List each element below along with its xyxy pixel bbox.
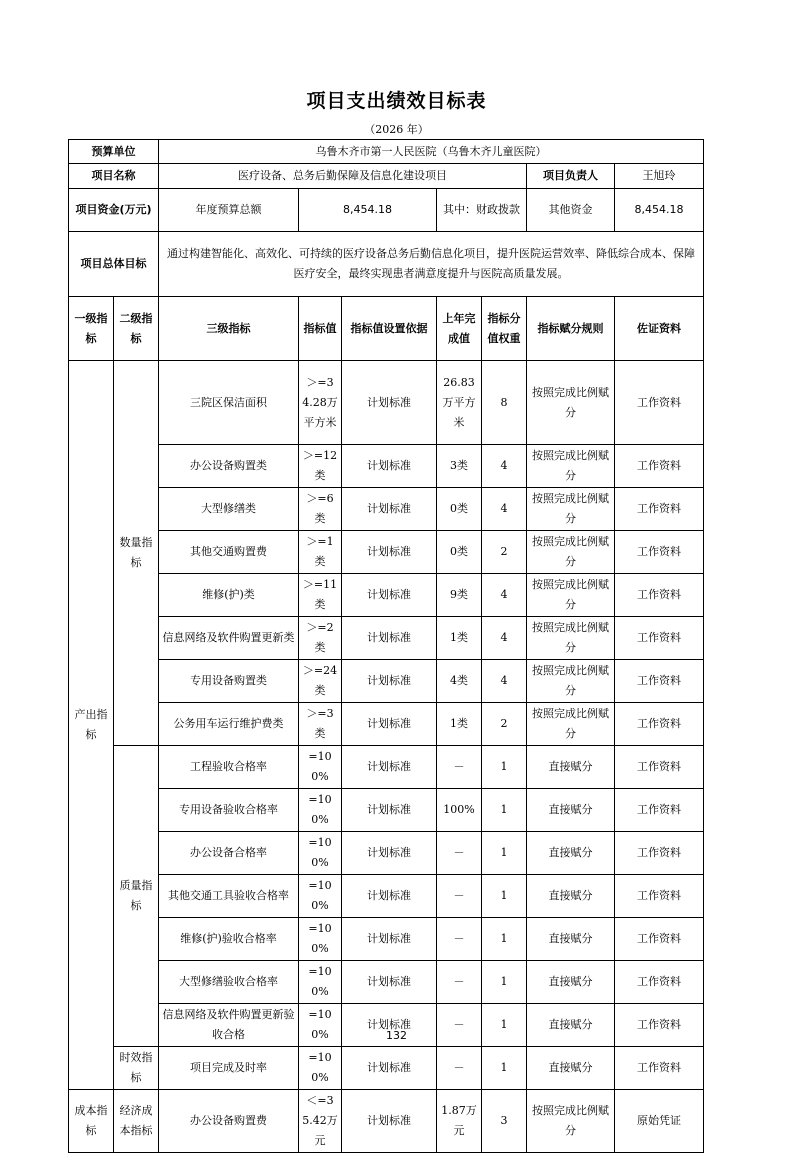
indicator-name: 办公设备购置费 xyxy=(159,1090,299,1153)
indicator-rule: 直接赋分 xyxy=(527,918,615,961)
indicator-last-year: 9类 xyxy=(437,574,482,617)
project-leader-value: 王旭玲 xyxy=(615,164,704,189)
page-title: 项目支出绩效目标表 xyxy=(306,90,487,112)
table-row xyxy=(69,445,704,488)
indicator-weight: 4 xyxy=(482,488,527,531)
indicator-weight: 1 xyxy=(482,961,527,1004)
column-header-row xyxy=(69,297,704,361)
indicator-weight: 4 xyxy=(482,574,527,617)
indicator-basis: 计划标准 xyxy=(342,918,437,961)
indicator-weight: 8 xyxy=(482,361,527,445)
indicator-value: =100% xyxy=(299,832,342,875)
indicator-weight: 1 xyxy=(482,875,527,918)
table-row xyxy=(69,1090,704,1153)
table-row xyxy=(69,918,704,961)
indicator-last-year: － xyxy=(437,1047,482,1090)
indicator-basis: 计划标准 xyxy=(342,961,437,1004)
indicator-evidence: 工作资料 xyxy=(615,617,704,660)
col-value: 指标值 xyxy=(299,297,342,361)
quality-indicator-group: 质量指标 xyxy=(114,746,159,1047)
indicator-basis: 计划标准 xyxy=(342,1090,437,1153)
year-label: （2026 年） xyxy=(364,123,429,136)
indicator-basis: 计划标准 xyxy=(342,617,437,660)
quantity-indicator-group: 数量指标 xyxy=(114,361,159,746)
indicator-value: =100% xyxy=(299,918,342,961)
col-level3: 三级指标 xyxy=(159,297,299,361)
indicator-value: ＜=35.42万元 xyxy=(299,1090,342,1153)
col-level2: 二级指标 xyxy=(114,297,159,361)
other-funds-value: 8,454.18 xyxy=(615,189,704,232)
indicator-value: ＞=11类 xyxy=(299,574,342,617)
indicator-name: 信息网络及软件购置更新验收合格 xyxy=(159,1004,299,1047)
indicator-evidence: 原始凭证 xyxy=(615,1090,704,1153)
table-row xyxy=(69,488,704,531)
indicator-rule: 按照完成比例赋分 xyxy=(527,361,615,445)
indicator-evidence: 工作资料 xyxy=(615,961,704,1004)
table-row xyxy=(69,574,704,617)
indicator-last-year: － xyxy=(437,832,482,875)
indicator-name: 三院区保洁面积 xyxy=(159,361,299,445)
budget-unit-row xyxy=(69,140,704,164)
indicator-value: =100% xyxy=(299,961,342,1004)
indicator-rule: 按照完成比例赋分 xyxy=(527,574,615,617)
indicator-weight: 4 xyxy=(482,445,527,488)
table-row xyxy=(69,617,704,660)
col-last-year: 上年完成值 xyxy=(437,297,482,361)
indicator-evidence: 工作资料 xyxy=(615,832,704,875)
indicator-value: ＞=34.28万平方米 xyxy=(299,361,342,445)
indicator-value: =100% xyxy=(299,1047,342,1090)
indicator-evidence: 工作资料 xyxy=(615,918,704,961)
fiscal-label: 其中：财政拨款 xyxy=(437,189,527,232)
indicator-value: ＞=6类 xyxy=(299,488,342,531)
page-number: 132 xyxy=(386,1029,407,1042)
goal-label: 项目总体目标 xyxy=(69,232,159,297)
table-row xyxy=(69,789,704,832)
indicator-name: 其他交通购置费 xyxy=(159,531,299,574)
indicator-name: 公务用车运行维护费类 xyxy=(159,703,299,746)
indicator-name: 办公设备合格率 xyxy=(159,832,299,875)
indicator-last-year: 26.83万平方米 xyxy=(437,361,482,445)
indicator-basis: 计划标准 xyxy=(342,660,437,703)
table-row xyxy=(69,361,704,445)
indicator-weight: 1 xyxy=(482,832,527,875)
cost-indicator-group: 成本指标 xyxy=(69,1090,114,1153)
indicator-last-year: 1.87万元 xyxy=(437,1090,482,1153)
project-name-row xyxy=(69,164,704,189)
indicator-weight: 4 xyxy=(482,660,527,703)
indicator-value: =100% xyxy=(299,1004,342,1047)
indicator-basis: 计划标准 xyxy=(342,789,437,832)
indicator-basis: 计划标准 xyxy=(342,574,437,617)
indicator-weight: 3 xyxy=(482,1090,527,1153)
indicator-rule: 按照完成比例赋分 xyxy=(527,488,615,531)
indicator-rule: 按照完成比例赋分 xyxy=(527,1090,615,1153)
indicator-weight: 4 xyxy=(482,617,527,660)
timeliness-indicator-group: 时效指标 xyxy=(114,1047,159,1090)
indicator-basis: 计划标准 xyxy=(342,875,437,918)
other-funds-label: 其他资金 xyxy=(527,189,615,232)
indicator-rule: 按照完成比例赋分 xyxy=(527,445,615,488)
table-row xyxy=(69,660,704,703)
indicator-weight: 1 xyxy=(482,1004,527,1047)
indicator-name: 专用设备购置类 xyxy=(159,660,299,703)
budget-unit-label: 预算单位 xyxy=(69,140,159,164)
indicator-basis: 计划标准 xyxy=(342,703,437,746)
project-leader-label: 项目负责人 xyxy=(527,164,615,189)
col-basis: 指标值设置依据 xyxy=(342,297,437,361)
project-name-label: 项目名称 xyxy=(69,164,159,189)
indicator-evidence: 工作资料 xyxy=(615,1004,704,1047)
col-weight: 指标分值权重 xyxy=(482,297,527,361)
indicator-evidence: 工作资料 xyxy=(615,703,704,746)
annual-total-label: 年度预算总额 xyxy=(159,189,299,232)
indicator-name: 大型修缮类 xyxy=(159,488,299,531)
indicator-rule: 按照完成比例赋分 xyxy=(527,703,615,746)
indicator-name: 大型修缮验收合格率 xyxy=(159,961,299,1004)
indicator-rule: 按照完成比例赋分 xyxy=(527,617,615,660)
indicator-last-year: 0类 xyxy=(437,488,482,531)
indicator-evidence: 工作资料 xyxy=(615,574,704,617)
col-level1: 一级指标 xyxy=(69,297,114,361)
indicator-basis: 计划标准 xyxy=(342,1047,437,1090)
funds-label: 项目资金(万元) xyxy=(69,189,159,232)
col-rule: 指标赋分规则 xyxy=(527,297,615,361)
indicator-basis: 计划标准 xyxy=(342,1004,437,1047)
indicator-evidence: 工作资料 xyxy=(615,746,704,789)
project-name-value: 医疗设备、总务后勤保障及信息化建设项目 xyxy=(159,164,527,189)
table-row xyxy=(69,875,704,918)
indicator-last-year: 100% xyxy=(437,789,482,832)
indicator-value: ＞=24类 xyxy=(299,660,342,703)
indicator-last-year: 4类 xyxy=(437,660,482,703)
indicator-last-year: － xyxy=(437,875,482,918)
indicator-basis: 计划标准 xyxy=(342,746,437,789)
indicator-last-year: 1类 xyxy=(437,703,482,746)
indicator-basis: 计划标准 xyxy=(342,531,437,574)
table-row xyxy=(69,703,704,746)
indicator-weight: 1 xyxy=(482,746,527,789)
indicator-basis: 计划标准 xyxy=(342,832,437,875)
indicator-value: =100% xyxy=(299,875,342,918)
table-row xyxy=(69,531,704,574)
indicator-weight: 1 xyxy=(482,789,527,832)
indicator-value: =100% xyxy=(299,746,342,789)
indicator-evidence: 工作资料 xyxy=(615,875,704,918)
indicator-last-year: 3类 xyxy=(437,445,482,488)
funds-row xyxy=(69,189,704,232)
indicator-basis: 计划标准 xyxy=(342,488,437,531)
indicator-last-year: － xyxy=(437,961,482,1004)
indicator-value: =100% xyxy=(299,789,342,832)
indicator-value: ＞=3类 xyxy=(299,703,342,746)
indicator-name: 信息网络及软件购置更新类 xyxy=(159,617,299,660)
annual-total-value: 8,454.18 xyxy=(299,189,437,232)
indicator-weight: 1 xyxy=(482,1047,527,1090)
indicator-name: 专用设备验收合格率 xyxy=(159,789,299,832)
indicator-rule: 按照完成比例赋分 xyxy=(527,660,615,703)
table-row xyxy=(69,961,704,1004)
indicator-name: 项目完成及时率 xyxy=(159,1047,299,1090)
economic-cost-indicator-group: 经济成本指标 xyxy=(114,1090,159,1153)
table-row xyxy=(69,746,704,789)
indicator-rule: 直接赋分 xyxy=(527,746,615,789)
indicator-weight: 2 xyxy=(482,531,527,574)
indicator-last-year: 1类 xyxy=(437,617,482,660)
indicator-evidence: 工作资料 xyxy=(615,488,704,531)
indicator-name: 维修(护)类 xyxy=(159,574,299,617)
indicator-name: 维修(护)验收合格率 xyxy=(159,918,299,961)
goal-text: 通过构建智能化、高效化、可持续的医疗设备总务后勤信息化项目，提升医院运营效率、降低综合成本、保障医疗安全，最终实现患者满意度提升与医院高质量发展。 xyxy=(159,232,704,297)
indicator-rule: 直接赋分 xyxy=(527,1004,615,1047)
indicator-name: 工程验收合格率 xyxy=(159,746,299,789)
indicator-value: ＞=1类 xyxy=(299,531,342,574)
indicator-rule: 按照完成比例赋分 xyxy=(527,531,615,574)
indicator-evidence: 工作资料 xyxy=(615,361,704,445)
indicator-value: ＞=2类 xyxy=(299,617,342,660)
indicator-rule: 直接赋分 xyxy=(527,1047,615,1090)
table-row xyxy=(69,832,704,875)
output-indicator-group: 产出指标 xyxy=(69,361,114,1090)
indicator-weight: 2 xyxy=(482,703,527,746)
performance-table xyxy=(68,139,704,1153)
indicator-basis: 计划标准 xyxy=(342,361,437,445)
indicator-rule: 直接赋分 xyxy=(527,789,615,832)
indicator-last-year: － xyxy=(437,918,482,961)
indicator-rule: 直接赋分 xyxy=(527,832,615,875)
indicator-evidence: 工作资料 xyxy=(615,660,704,703)
indicator-value: ＞=12类 xyxy=(299,445,342,488)
indicator-weight: 1 xyxy=(482,918,527,961)
indicator-evidence: 工作资料 xyxy=(615,789,704,832)
indicator-last-year: － xyxy=(437,746,482,789)
indicator-basis: 计划标准 xyxy=(342,445,437,488)
col-evidence: 佐证资料 xyxy=(615,297,704,361)
indicator-evidence: 工作资料 xyxy=(615,531,704,574)
table-row xyxy=(69,1047,704,1090)
indicator-last-year: 0类 xyxy=(437,531,482,574)
indicator-rule: 直接赋分 xyxy=(527,961,615,1004)
indicator-evidence: 工作资料 xyxy=(615,445,704,488)
indicator-evidence: 工作资料 xyxy=(615,1047,704,1090)
indicator-last-year: － xyxy=(437,1004,482,1047)
budget-unit-value: 乌鲁木齐市第一人民医院（乌鲁木齐儿童医院） xyxy=(159,140,704,164)
indicator-name: 办公设备购置类 xyxy=(159,445,299,488)
indicator-rule: 直接赋分 xyxy=(527,875,615,918)
indicator-name: 其他交通工具验收合格率 xyxy=(159,875,299,918)
goal-row xyxy=(69,232,704,297)
